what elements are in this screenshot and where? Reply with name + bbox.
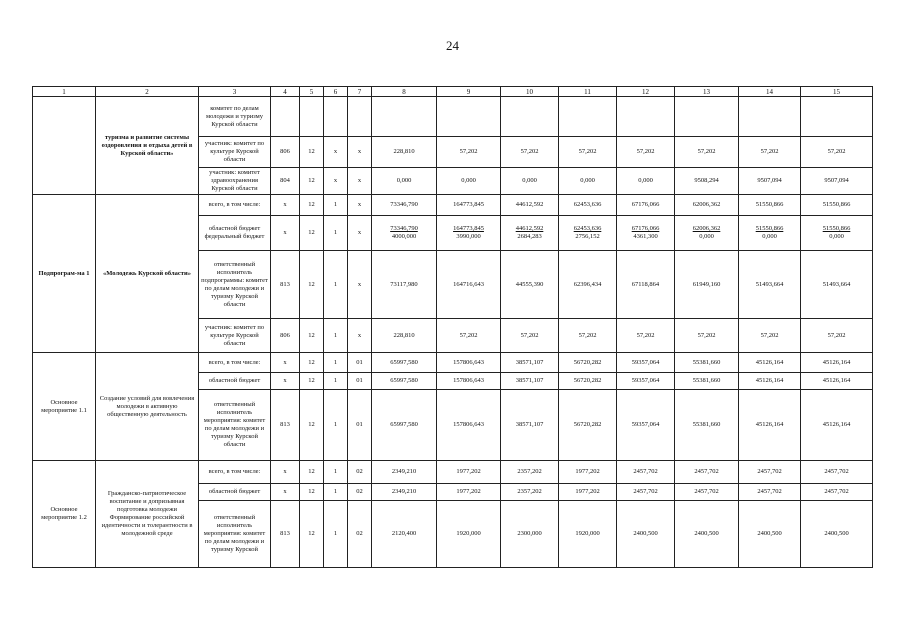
page-number: 24 — [446, 38, 459, 53]
code-cell — [324, 97, 348, 137]
value-cell — [559, 97, 617, 137]
code-cell: 1 — [324, 195, 348, 216]
value-cell: 55381,660 — [675, 390, 739, 461]
value-cell: 57,202 — [501, 137, 559, 168]
value-cell: 0,000 — [559, 168, 617, 195]
source-cell: областной бюджет — [199, 484, 271, 501]
code-cell: x — [271, 484, 300, 501]
value-federal: 2684,283 — [517, 233, 542, 240]
value-cell: 2400,500 — [675, 501, 739, 568]
code-cell: 12 — [300, 251, 324, 319]
value-cell — [559, 216, 617, 251]
header-cell: 3 — [199, 87, 271, 97]
value-cell: 2357,202 — [501, 461, 559, 484]
value-cell: 62396,434 — [559, 251, 617, 319]
header-cell: 4 — [271, 87, 300, 97]
value-regional: 62006,362 — [692, 225, 721, 232]
code-cell: 1 — [324, 484, 348, 501]
header-cell: 2 — [96, 87, 199, 97]
code-cell — [300, 97, 324, 137]
value-cell: 2457,702 — [801, 484, 873, 501]
code-cell: 12 — [300, 168, 324, 195]
code-cell: x — [348, 168, 372, 195]
code-cell: 813 — [271, 251, 300, 319]
header-cell: 6 — [324, 87, 348, 97]
value-cell: 57,202 — [437, 319, 501, 353]
value-cell: 61949,160 — [675, 251, 739, 319]
header-cell: 13 — [675, 87, 739, 97]
value-regional: 62453,636 — [573, 225, 602, 232]
value-cell: 55381,660 — [675, 353, 739, 373]
value-cell: 57,202 — [437, 137, 501, 168]
value-cell — [739, 216, 801, 251]
value-cell — [372, 216, 437, 251]
value-cell — [675, 216, 739, 251]
code-cell: x — [348, 195, 372, 216]
code-cell — [348, 97, 372, 137]
code-cell: 12 — [300, 484, 324, 501]
value-cell: 2457,702 — [801, 461, 873, 484]
value-cell: 2457,702 — [617, 461, 675, 484]
header-cell: 5 — [300, 87, 324, 97]
value-cell: 164716,643 — [437, 251, 501, 319]
code-cell: 12 — [300, 373, 324, 390]
code-cell: x — [324, 168, 348, 195]
value-cell: 57,202 — [559, 137, 617, 168]
header-cell: 8 — [372, 87, 437, 97]
value-cell: 67176,066 — [617, 195, 675, 216]
code-cell: 1 — [324, 373, 348, 390]
code-cell: 12 — [300, 137, 324, 168]
value-cell: 51550,866 — [801, 195, 873, 216]
value-cell: 45126,164 — [801, 353, 873, 373]
header-cell: 14 — [739, 87, 801, 97]
code-cell: x — [271, 461, 300, 484]
value-cell: 62006,362 — [675, 195, 739, 216]
value-federal: 2756,152 — [575, 233, 600, 240]
code-cell: x — [348, 319, 372, 353]
value-cell: 2457,702 — [739, 484, 801, 501]
value-cell — [617, 97, 675, 137]
source-cell: ответственный исполнитель мероприятия: комитет по делам молодежи и туризму Курской области — [199, 390, 271, 461]
value-cell: 38571,107 — [501, 373, 559, 390]
value-cell: 65997,580 — [372, 390, 437, 461]
code-cell: 12 — [300, 319, 324, 353]
code-cell: x — [348, 216, 372, 251]
value-regional: 44612,592 — [515, 225, 544, 232]
value-cell — [801, 97, 873, 137]
value-cell: 0,000 — [437, 168, 501, 195]
value-cell — [437, 97, 501, 137]
value-cell: 57,202 — [801, 137, 873, 168]
code-cell — [271, 97, 300, 137]
value-cell: 44612,592 — [501, 195, 559, 216]
program-name-cell — [33, 97, 96, 195]
source-cell: участник: комитет по культуре Курской области — [199, 137, 271, 168]
code-cell: 01 — [348, 373, 372, 390]
program-title-cell: Гражданско-патриотическое воспитание и допризывная подготовка молодежи Формирование российской идентичности и толерантности в молодежной среде — [96, 461, 199, 568]
value-cell — [501, 97, 559, 137]
value-cell — [801, 216, 873, 251]
value-cell: 2400,500 — [617, 501, 675, 568]
value-regional: 51550,866 — [755, 225, 784, 232]
value-cell: 1977,202 — [437, 461, 501, 484]
value-federal: 0,000 — [699, 233, 714, 240]
value-cell — [675, 97, 739, 137]
value-cell: 57,202 — [739, 137, 801, 168]
code-cell: 02 — [348, 461, 372, 484]
value-cell: 73117,980 — [372, 251, 437, 319]
code-cell: x — [324, 137, 348, 168]
value-cell — [617, 216, 675, 251]
value-cell: 45126,164 — [739, 373, 801, 390]
value-cell: 57,202 — [739, 319, 801, 353]
value-cell: 228,810 — [372, 319, 437, 353]
source-cell: участник: комитет по культуре Курской области — [199, 319, 271, 353]
value-regional: 73346,790 — [390, 225, 418, 232]
code-cell: 806 — [271, 319, 300, 353]
value-cell — [501, 216, 559, 251]
code-cell: 1 — [324, 461, 348, 484]
value-cell: 38571,107 — [501, 353, 559, 373]
code-cell: 1 — [324, 353, 348, 373]
value-cell: 56720,282 — [559, 373, 617, 390]
value-cell: 56720,282 — [559, 390, 617, 461]
code-cell: 12 — [300, 216, 324, 251]
value-cell: 2457,702 — [675, 461, 739, 484]
value-cell: 9507,094 — [739, 168, 801, 195]
value-cell: 2300,000 — [501, 501, 559, 568]
value-cell: 9507,094 — [801, 168, 873, 195]
header-cell: 1 — [33, 87, 96, 97]
value-cell: 2349,210 — [372, 461, 437, 484]
value-cell: 65997,580 — [372, 373, 437, 390]
value-cell: 57,202 — [617, 319, 675, 353]
value-cell: 57,202 — [675, 319, 739, 353]
value-federal: 4361,300 — [633, 233, 658, 240]
code-cell: 806 — [271, 137, 300, 168]
source-cell: комитет по делам молодежи и туризму Курской области — [199, 97, 271, 137]
code-cell: 1 — [324, 251, 348, 319]
value-cell: 62453,636 — [559, 195, 617, 216]
value-cell: 57,202 — [559, 319, 617, 353]
program-title-cell: туризма и развитие системы оздоровления и отдыха детей в Курской области» — [96, 97, 199, 195]
source-cell: всего, в том числе: — [199, 353, 271, 373]
code-cell: 12 — [300, 353, 324, 373]
table-row — [33, 195, 873, 216]
header-cell: 11 — [559, 87, 617, 97]
code-cell: 1 — [324, 390, 348, 461]
code-cell: x — [271, 373, 300, 390]
value-regional: 67176,066 — [631, 225, 660, 232]
value-cell: 1977,202 — [559, 461, 617, 484]
code-cell: 1 — [324, 319, 348, 353]
value-cell: 2400,500 — [739, 501, 801, 568]
value-cell: 59357,064 — [617, 390, 675, 461]
header-cell: 15 — [801, 87, 873, 97]
value-regional: 164773,845 — [453, 225, 484, 232]
value-cell: 59357,064 — [617, 353, 675, 373]
code-cell: x — [348, 251, 372, 319]
source-cell: всего, в том числе: — [199, 461, 271, 484]
value-cell: 2457,702 — [675, 484, 739, 501]
value-cell: 1977,202 — [437, 484, 501, 501]
code-cell: 813 — [271, 390, 300, 461]
value-cell: 57,202 — [617, 137, 675, 168]
program-name-cell: Основное мероприятие 1.2 — [33, 461, 96, 568]
value-cell: 51493,664 — [739, 251, 801, 319]
code-cell: 01 — [348, 353, 372, 373]
value-cell: 65997,580 — [372, 353, 437, 373]
code-cell: 1 — [324, 501, 348, 568]
program-title-cell: «Молодежь Курской области» — [96, 195, 199, 353]
value-cell: 73346,790 — [372, 195, 437, 216]
value-cell: 157806,643 — [437, 353, 501, 373]
value-cell — [437, 216, 501, 251]
value-cell — [739, 97, 801, 137]
code-cell: x — [348, 137, 372, 168]
value-cell — [372, 97, 437, 137]
table-row — [33, 97, 873, 137]
header-cell: 7 — [348, 87, 372, 97]
value-cell: 1920,000 — [559, 501, 617, 568]
table-row — [33, 353, 873, 373]
value-cell: 67118,864 — [617, 251, 675, 319]
value-regional: 51550,866 — [822, 225, 851, 232]
source-cell: всего, в том числе: — [199, 195, 271, 216]
program-title-cell: Создание условий для вовлечения молодежи в активную общественную деятельность — [96, 353, 199, 461]
code-cell: x — [271, 353, 300, 373]
value-cell: 56720,282 — [559, 353, 617, 373]
value-cell: 57,202 — [501, 319, 559, 353]
code-cell: 12 — [300, 501, 324, 568]
code-cell: 01 — [348, 390, 372, 461]
source-cell: участник: комитет здравоохранения Курской области — [199, 168, 271, 195]
header-cell: 10 — [501, 87, 559, 97]
value-cell: 2457,702 — [739, 461, 801, 484]
value-federal: 3990,000 — [456, 233, 481, 240]
code-cell: 02 — [348, 484, 372, 501]
value-cell: 1977,202 — [559, 484, 617, 501]
header-cell: 9 — [437, 87, 501, 97]
value-cell: 157806,643 — [437, 390, 501, 461]
value-cell: 45126,164 — [801, 390, 873, 461]
value-cell: 45126,164 — [739, 390, 801, 461]
value-cell: 38571,107 — [501, 390, 559, 461]
value-cell: 0,000 — [617, 168, 675, 195]
code-cell: 12 — [300, 390, 324, 461]
header-row — [33, 87, 873, 97]
value-cell: 157806,643 — [437, 373, 501, 390]
code-cell: 02 — [348, 501, 372, 568]
value-cell: 51550,866 — [739, 195, 801, 216]
value-cell: 57,202 — [675, 137, 739, 168]
value-cell: 2120,400 — [372, 501, 437, 568]
table-row — [33, 461, 873, 484]
code-cell: 1 — [324, 216, 348, 251]
code-cell: x — [271, 195, 300, 216]
value-cell: 2357,202 — [501, 484, 559, 501]
value-cell: 2457,702 — [617, 484, 675, 501]
value-cell: 44555,390 — [501, 251, 559, 319]
value-cell: 0,000 — [501, 168, 559, 195]
value-cell: 57,202 — [801, 319, 873, 353]
code-cell: x — [271, 216, 300, 251]
budget-table — [32, 86, 873, 568]
value-cell: 51493,664 — [801, 251, 873, 319]
value-cell: 9508,294 — [675, 168, 739, 195]
value-cell: 2349,210 — [372, 484, 437, 501]
value-federal: 4000,000 — [391, 233, 417, 240]
value-cell: 228,810 — [372, 137, 437, 168]
value-cell: 45126,164 — [739, 353, 801, 373]
value-cell: 45126,164 — [801, 373, 873, 390]
value-cell: 164773,845 — [437, 195, 501, 216]
value-federal: 0,000 — [829, 233, 844, 240]
code-cell: 12 — [300, 195, 324, 216]
header-cell: 12 — [617, 87, 675, 97]
code-cell: 12 — [300, 461, 324, 484]
code-cell: 804 — [271, 168, 300, 195]
value-cell: 2400,500 — [801, 501, 873, 568]
source-cell: областной бюджет федеральный бюджет — [199, 216, 271, 251]
value-cell: 0,000 — [372, 168, 437, 195]
program-name-cell: Основное мероприятие 1.1 — [33, 353, 96, 461]
source-cell: ответственный исполнитель подпрограммы: комитет по делам молодежи и туризму Курской области — [199, 251, 271, 319]
source-cell: ответственный исполнитель мероприятия: комитет по делам молодежи и туризму Курской — [199, 501, 271, 568]
value-federal: 0,000 — [762, 233, 777, 240]
code-cell: 813 — [271, 501, 300, 568]
value-cell: 59357,064 — [617, 373, 675, 390]
value-cell: 1920,000 — [437, 501, 501, 568]
source-cell: областной бюджет — [199, 373, 271, 390]
program-name-cell: Подпрограм-ма 1 — [33, 195, 96, 353]
value-cell: 55381,660 — [675, 373, 739, 390]
